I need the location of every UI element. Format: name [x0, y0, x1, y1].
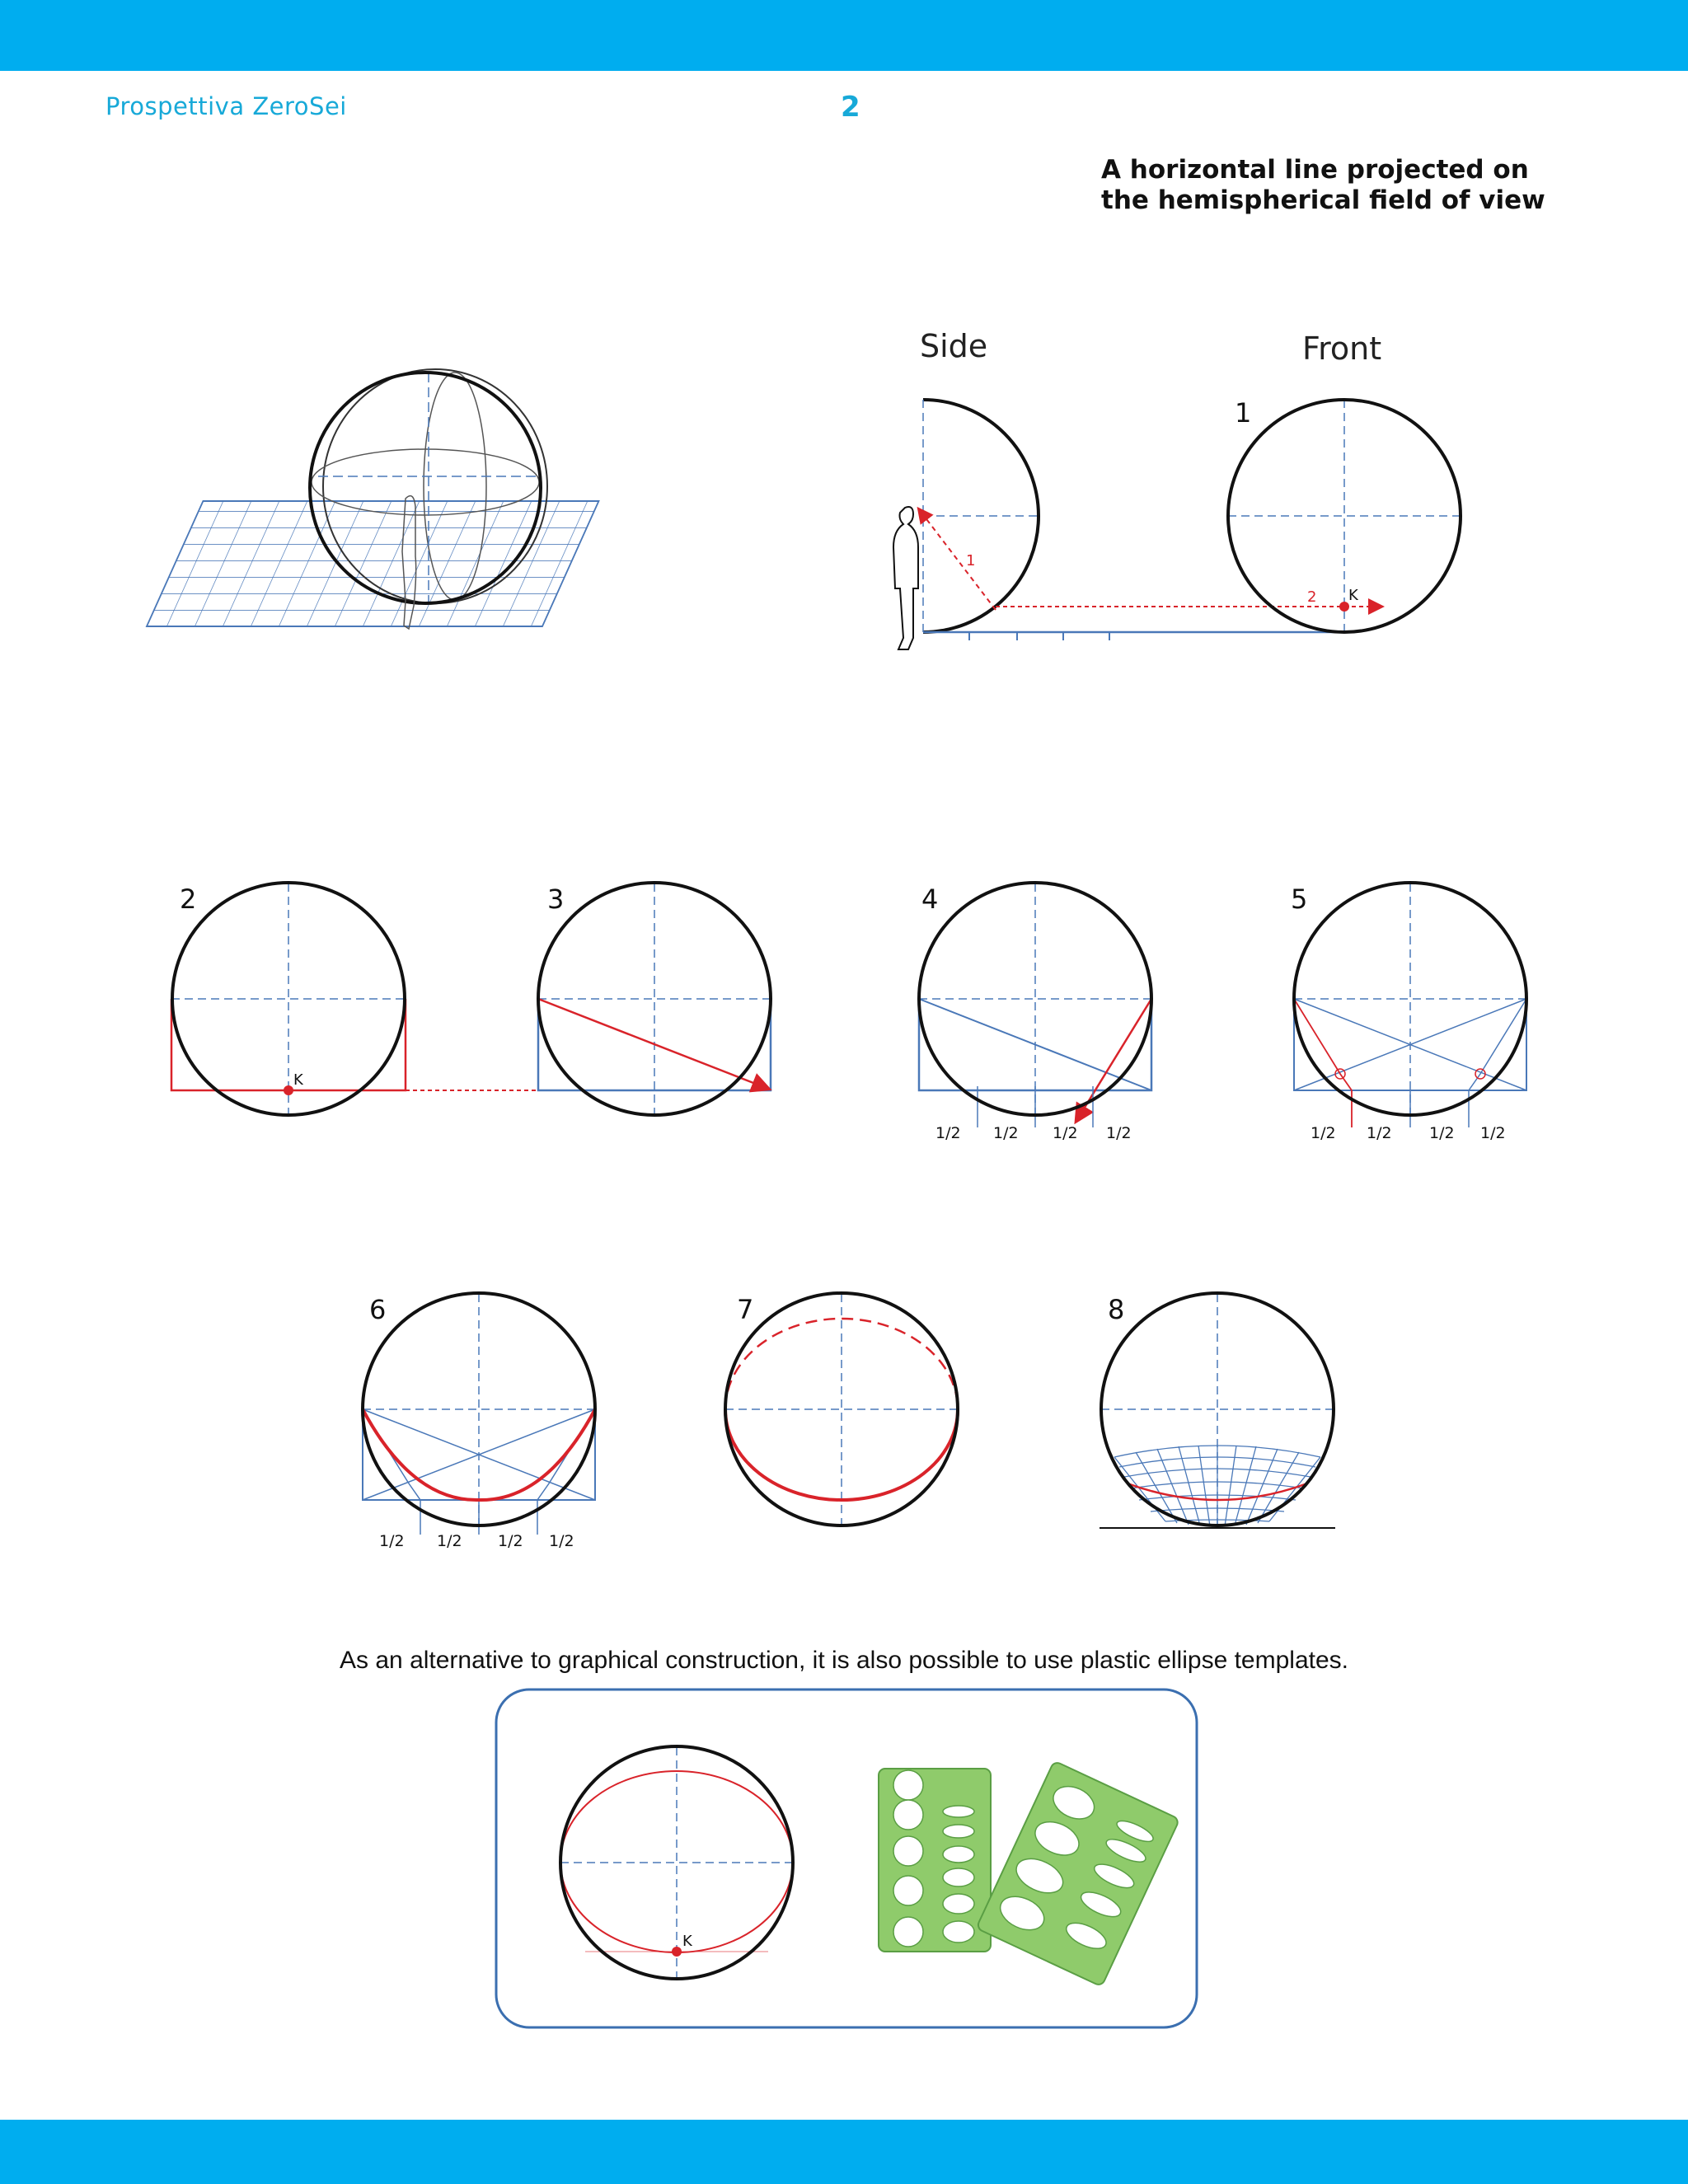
step-4-half-d: 1/2 — [1106, 1124, 1132, 1142]
page-number: 2 — [841, 91, 860, 124]
side-label: Side — [920, 328, 988, 364]
step-5-half-c: 1/2 — [1429, 1124, 1455, 1142]
front-circle — [1228, 400, 1461, 632]
step-6-half-c: 1/2 — [498, 1532, 523, 1550]
step-2-diagram — [171, 883, 539, 1115]
step-4-half-c: 1/2 — [1053, 1124, 1078, 1142]
step-6-half-d: 1/2 — [549, 1532, 574, 1550]
step-6-diagram — [363, 1293, 595, 1550]
step-number-8: 8 — [1108, 1294, 1125, 1325]
page-heading-line-1: A horizontal line projected on — [1101, 155, 1529, 185]
step-number-3: 3 — [547, 883, 565, 915]
step-6-half-a: 1/2 — [379, 1532, 405, 1550]
step-number-6: 6 — [369, 1294, 387, 1325]
sphere-on-grid-illustration — [147, 369, 598, 629]
arrow-label-2: 2 — [1307, 588, 1317, 606]
step-5-half-b: 1/2 — [1367, 1124, 1392, 1142]
step-6-half-b: 1/2 — [437, 1532, 462, 1550]
projected-floor-grid — [1114, 1446, 1320, 1526]
step-8-diagram — [1100, 1293, 1335, 1528]
step-5-half-a: 1/2 — [1311, 1124, 1336, 1142]
page-heading-line-2: the hemispherical field of view — [1101, 185, 1545, 215]
front-view — [1228, 330, 1461, 632]
point-k-label: K — [1348, 587, 1358, 604]
viewer-silhouette — [893, 507, 918, 649]
step-2-k-label: K — [293, 1071, 303, 1089]
step-5-half-d: 1/2 — [1480, 1124, 1506, 1142]
plastic-template-2 — [976, 1760, 1179, 1986]
step-number-1: 1 — [1235, 397, 1252, 429]
arrow-label-1: 1 — [966, 552, 976, 569]
step-number-2: 2 — [180, 883, 197, 915]
step-4-diagram — [919, 883, 1151, 1142]
plastic-template-1 — [879, 1769, 991, 1952]
front-label: Front — [1302, 330, 1382, 367]
template-k-label: K — [682, 1933, 692, 1950]
step-number-7: 7 — [737, 1294, 754, 1325]
step-5-diagram — [1291, 883, 1526, 1142]
step-number-4: 4 — [921, 883, 939, 915]
template-caption: As an alternative to graphical construction, it is also possible to use plastic ellipse templates. — [340, 1647, 1348, 1674]
ellipse-template-box — [496, 1690, 1197, 2027]
step-4-half-b: 1/2 — [993, 1124, 1019, 1142]
ground-grid — [147, 501, 598, 626]
step-number-5: 5 — [1291, 883, 1308, 915]
projection-arrow-1 — [919, 509, 996, 610]
step-3-diagram — [538, 883, 771, 1115]
step-4-half-a: 1/2 — [935, 1124, 961, 1142]
brand-title: Prospettiva ZeroSei — [106, 92, 347, 120]
step-7-diagram — [725, 1293, 958, 1526]
